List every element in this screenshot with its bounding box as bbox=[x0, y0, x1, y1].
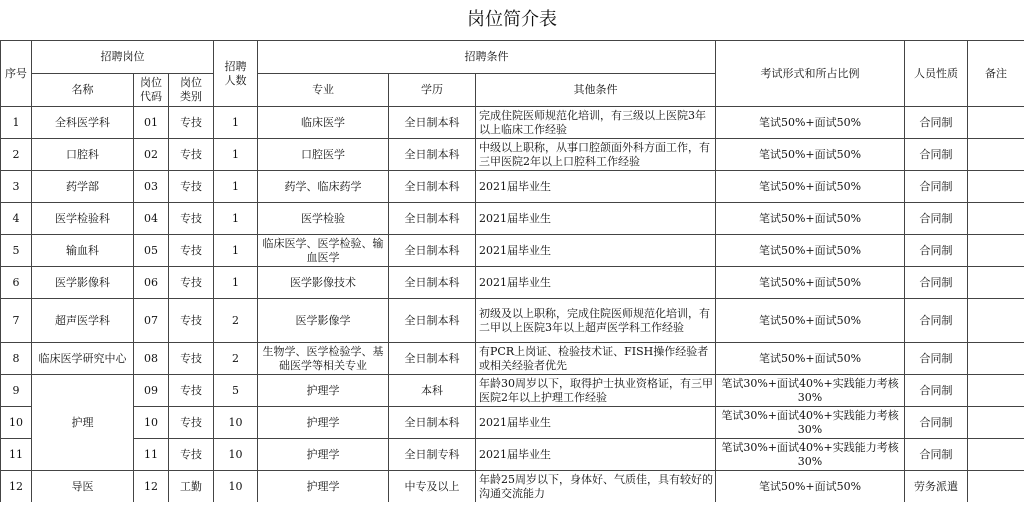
cell-code: 03 bbox=[134, 171, 169, 203]
cell-exam: 笔试50%+面试50% bbox=[716, 235, 905, 267]
cell-exam: 笔试50%+面试50% bbox=[716, 299, 905, 343]
cell-remarks bbox=[968, 203, 1024, 235]
cell-other: 中级以上职称，从事口腔颌面外科方面工作，有三甲医院2年以上口腔科工作经验 bbox=[476, 139, 716, 171]
cell-other: 2021届毕业生 bbox=[476, 267, 716, 299]
cell-code: 12 bbox=[134, 471, 169, 503]
cell-count: 5 bbox=[214, 375, 258, 407]
cell-category: 专技 bbox=[169, 107, 214, 139]
cell-seq: 7 bbox=[1, 299, 32, 343]
cell-other: 2021届毕业生 bbox=[476, 439, 716, 471]
cell-seq: 2 bbox=[1, 139, 32, 171]
cell-other: 2021届毕业生 bbox=[476, 171, 716, 203]
cell-remarks bbox=[968, 375, 1024, 407]
cell-count: 1 bbox=[214, 203, 258, 235]
cell-other: 有PCR上岗证、检验技术证、FISH操作经验者或相关经验者优先 bbox=[476, 343, 716, 375]
cell-other: 年龄30周岁以下，取得护士执业资格证，有三甲医院2年以上护理工作经验 bbox=[476, 375, 716, 407]
cell-category: 专技 bbox=[169, 343, 214, 375]
cell-education: 本科 bbox=[389, 375, 476, 407]
cell-code: 08 bbox=[134, 343, 169, 375]
cell-seq: 6 bbox=[1, 267, 32, 299]
cell-other: 2021届毕业生 bbox=[476, 203, 716, 235]
cell-education: 中专及以上 bbox=[389, 471, 476, 503]
table-row bbox=[1, 139, 1024, 171]
cell-other: 年龄25周岁以下，身体好、气质佳，具有较好的沟通交流能力 bbox=[476, 471, 716, 503]
cell-seq: 9 bbox=[1, 375, 32, 407]
cell-nature: 合同制 bbox=[905, 407, 968, 439]
cell-exam: 笔试50%+面试50% bbox=[716, 343, 905, 375]
cell-major: 医学影像技术 bbox=[258, 267, 389, 299]
cell-major: 护理学 bbox=[258, 471, 389, 503]
cell-seq: 3 bbox=[1, 171, 32, 203]
cell-name: 导医 bbox=[32, 471, 134, 503]
cell-nature: 合同制 bbox=[905, 235, 968, 267]
cell-name: 护理 bbox=[32, 375, 134, 471]
table-row bbox=[1, 299, 1024, 343]
cell-remarks bbox=[968, 439, 1024, 471]
cell-exam: 笔试30%+面试40%+实践能力考核30% bbox=[716, 407, 905, 439]
job-table bbox=[0, 40, 1024, 502]
table-row bbox=[1, 375, 1024, 407]
cell-nature: 合同制 bbox=[905, 171, 968, 203]
cell-seq: 12 bbox=[1, 471, 32, 503]
cell-education: 全日制本科 bbox=[389, 107, 476, 139]
cell-seq: 1 bbox=[1, 107, 32, 139]
cell-major: 医学影像学 bbox=[258, 299, 389, 343]
cell-name: 临床医学研究中心 bbox=[32, 343, 134, 375]
cell-nature: 合同制 bbox=[905, 375, 968, 407]
cell-major: 临床医学、医学检验、输血医学 bbox=[258, 235, 389, 267]
header-education: 学历 bbox=[389, 74, 476, 107]
table-row bbox=[1, 267, 1024, 299]
cell-major: 药学、临床药学 bbox=[258, 171, 389, 203]
cell-remarks bbox=[968, 343, 1024, 375]
cell-major: 护理学 bbox=[258, 439, 389, 471]
cell-exam: 笔试30%+面试40%+实践能力考核30% bbox=[716, 439, 905, 471]
cell-code: 10 bbox=[134, 407, 169, 439]
header-code: 岗位 代码 bbox=[134, 74, 169, 107]
header-category: 岗位 类别 bbox=[169, 74, 214, 107]
cell-category: 专技 bbox=[169, 299, 214, 343]
cell-category: 专技 bbox=[169, 139, 214, 171]
table-row bbox=[1, 471, 1024, 503]
cell-other: 完成住院医师规范化培训，有三级以上医院3年以上临床工作经验 bbox=[476, 107, 716, 139]
cell-nature: 合同制 bbox=[905, 107, 968, 139]
cell-seq: 5 bbox=[1, 235, 32, 267]
cell-code: 02 bbox=[134, 139, 169, 171]
header-seq: 序号 bbox=[1, 41, 32, 107]
cell-remarks bbox=[968, 407, 1024, 439]
cell-name: 全科医学科 bbox=[32, 107, 134, 139]
cell-category: 专技 bbox=[169, 407, 214, 439]
cell-count: 2 bbox=[214, 299, 258, 343]
cell-other: 2021届毕业生 bbox=[476, 235, 716, 267]
cell-nature: 合同制 bbox=[905, 139, 968, 171]
cell-nature: 合同制 bbox=[905, 203, 968, 235]
page-title: 岗位简介表 bbox=[467, 9, 557, 30]
cell-remarks bbox=[968, 471, 1024, 503]
cell-category: 工勤 bbox=[169, 471, 214, 503]
cell-remarks bbox=[968, 299, 1024, 343]
table-row bbox=[1, 203, 1024, 235]
cell-category: 专技 bbox=[169, 171, 214, 203]
cell-remarks bbox=[968, 139, 1024, 171]
cell-count: 2 bbox=[214, 343, 258, 375]
cell-exam: 笔试50%+面试50% bbox=[716, 107, 905, 139]
cell-code: 11 bbox=[134, 439, 169, 471]
cell-seq: 11 bbox=[1, 439, 32, 471]
header-major: 专业 bbox=[258, 74, 389, 107]
cell-exam: 笔试50%+面试50% bbox=[716, 267, 905, 299]
cell-exam: 笔试50%+面试50% bbox=[716, 171, 905, 203]
cell-seq: 8 bbox=[1, 343, 32, 375]
cell-name: 口腔科 bbox=[32, 139, 134, 171]
cell-seq: 4 bbox=[1, 203, 32, 235]
cell-nature: 合同制 bbox=[905, 299, 968, 343]
cell-code: 07 bbox=[134, 299, 169, 343]
cell-exam: 笔试50%+面试50% bbox=[716, 471, 905, 503]
header-exam: 考试形式和所占比例 bbox=[716, 41, 905, 107]
cell-code: 04 bbox=[134, 203, 169, 235]
cell-other: 2021届毕业生 bbox=[476, 407, 716, 439]
header-name: 名称 bbox=[32, 74, 134, 107]
cell-count: 10 bbox=[214, 471, 258, 503]
cell-education: 全日制本科 bbox=[389, 407, 476, 439]
cell-exam: 笔试30%+面试40%+实践能力考核30% bbox=[716, 375, 905, 407]
cell-count: 1 bbox=[214, 139, 258, 171]
cell-major: 医学检验 bbox=[258, 203, 389, 235]
cell-code: 09 bbox=[134, 375, 169, 407]
header-position-group: 招聘岗位 bbox=[32, 41, 214, 74]
cell-name: 医学影像科 bbox=[32, 267, 134, 299]
cell-name: 输血科 bbox=[32, 235, 134, 267]
cell-code: 01 bbox=[134, 107, 169, 139]
table-row bbox=[1, 107, 1024, 139]
cell-count: 10 bbox=[214, 407, 258, 439]
cell-name: 医学检验科 bbox=[32, 203, 134, 235]
cell-category: 专技 bbox=[169, 439, 214, 471]
cell-major: 生物学、医学检验学、基础医学等相关专业 bbox=[258, 343, 389, 375]
cell-code: 05 bbox=[134, 235, 169, 267]
cell-category: 专技 bbox=[169, 267, 214, 299]
cell-category: 专技 bbox=[169, 203, 214, 235]
cell-code: 06 bbox=[134, 267, 169, 299]
cell-exam: 笔试50%+面试50% bbox=[716, 139, 905, 171]
cell-category: 专技 bbox=[169, 235, 214, 267]
cell-other: 初级及以上职称，完成住院医师规范化培训，有二甲以上医院3年以上超声医学科工作经验 bbox=[476, 299, 716, 343]
cell-name: 药学部 bbox=[32, 171, 134, 203]
table-row bbox=[1, 343, 1024, 375]
header-nature: 人员性质 bbox=[905, 41, 968, 107]
cell-remarks bbox=[968, 267, 1024, 299]
cell-education: 全日制本科 bbox=[389, 203, 476, 235]
cell-nature: 合同制 bbox=[905, 343, 968, 375]
cell-major: 护理学 bbox=[258, 375, 389, 407]
table-row bbox=[1, 235, 1024, 267]
cell-count: 10 bbox=[214, 439, 258, 471]
header-other: 其他条件 bbox=[476, 74, 716, 107]
cell-nature: 劳务派遣 bbox=[905, 471, 968, 503]
cell-nature: 合同制 bbox=[905, 439, 968, 471]
header-remarks: 备注 bbox=[968, 41, 1024, 107]
cell-count: 1 bbox=[214, 267, 258, 299]
header-conditions-group: 招聘条件 bbox=[258, 41, 716, 74]
cell-education: 全日制本科 bbox=[389, 171, 476, 203]
cell-exam: 笔试50%+面试50% bbox=[716, 203, 905, 235]
cell-education: 全日制本科 bbox=[389, 343, 476, 375]
cell-seq: 10 bbox=[1, 407, 32, 439]
cell-category: 专技 bbox=[169, 375, 214, 407]
cell-education: 全日制本科 bbox=[389, 235, 476, 267]
cell-major: 口腔医学 bbox=[258, 139, 389, 171]
cell-education: 全日制本科 bbox=[389, 139, 476, 171]
table-row bbox=[1, 171, 1024, 203]
cell-remarks bbox=[968, 235, 1024, 267]
cell-count: 1 bbox=[214, 235, 258, 267]
cell-major: 临床医学 bbox=[258, 107, 389, 139]
table-row bbox=[1, 407, 1024, 439]
cell-name: 超声医学科 bbox=[32, 299, 134, 343]
table-row bbox=[1, 439, 1024, 471]
cell-education: 全日制专科 bbox=[389, 439, 476, 471]
cell-remarks bbox=[968, 171, 1024, 203]
cell-remarks bbox=[968, 107, 1024, 139]
cell-nature: 合同制 bbox=[905, 267, 968, 299]
header-count: 招聘 人数 bbox=[214, 41, 258, 107]
cell-education: 全日制本科 bbox=[389, 299, 476, 343]
cell-count: 1 bbox=[214, 171, 258, 203]
cell-major: 护理学 bbox=[258, 407, 389, 439]
cell-education: 全日制本科 bbox=[389, 267, 476, 299]
cell-count: 1 bbox=[214, 107, 258, 139]
